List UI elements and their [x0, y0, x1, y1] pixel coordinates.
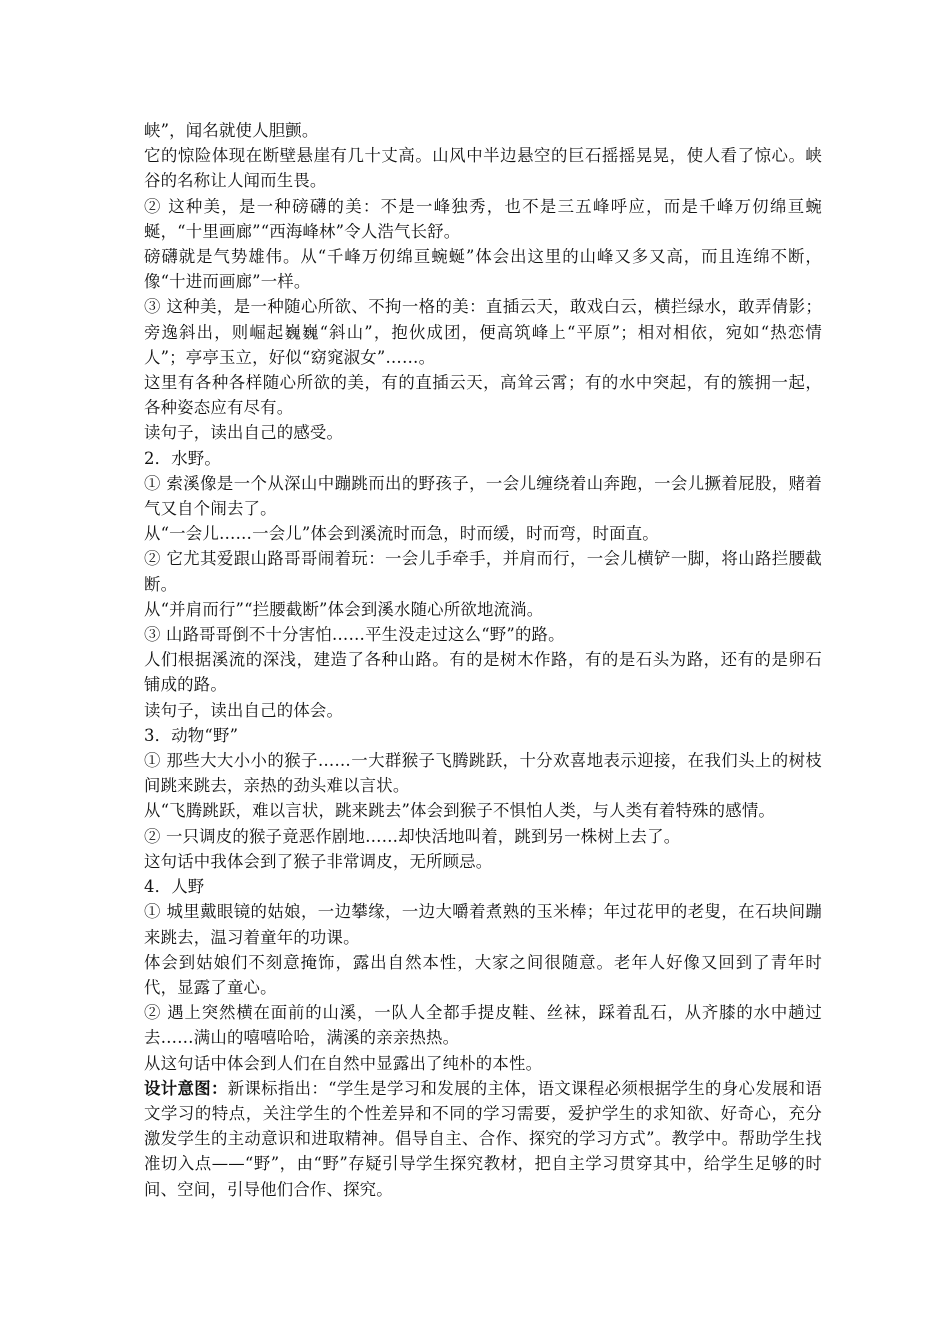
paragraph — [144, 698, 822, 723]
paragraph-text: 3．动物“野” — [144, 725, 239, 745]
paragraph-text: ① 索溪像是一个从深山中蹦跳而出的野孩子，一会儿缠绕着山奔跑，一会儿撅着屁股，赌着气又自个闹去了。 — [144, 473, 822, 519]
paragraph — [144, 798, 822, 823]
section-heading — [144, 874, 822, 899]
paragraph — [144, 546, 822, 596]
paragraph-text: 2．水野。 — [144, 448, 221, 468]
paragraph-text: ② 一只调皮的猴子竟恶作剧地……却快活地叫着，跳到另一株树上去了。 — [144, 826, 681, 846]
paragraph-text: 读句子，读出自己的体会。 — [144, 700, 344, 720]
paragraph — [144, 647, 822, 697]
paragraph — [144, 748, 822, 798]
paragraph-text: 峡”，闻名就使人胆颤。 — [144, 121, 319, 140]
paragraph-text: 从“并肩而行”“拦腰截断”体会到溪水随心所欲地流淌。 — [144, 599, 544, 619]
document-body — [144, 118, 822, 1202]
paragraph-text: 从“飞腾跳跃，难以言状，跳来跳去”体会到猴子不惧怕人类，与人类有着特殊的感情。 — [144, 801, 776, 821]
paragraph — [144, 824, 822, 849]
paragraph — [144, 597, 822, 622]
paragraph-text: 人们根据溪流的深浅，建造了各种山路。有的是树木作路，有的是石头为路，还有的是卵石铺成的路。 — [144, 650, 822, 695]
paragraph — [144, 471, 822, 521]
paragraph — [144, 1051, 822, 1076]
paragraph-text: 从这句话中体会到人们在自然中显露出了纯朴的本性。 — [144, 1053, 543, 1073]
design-intent-paragraph — [144, 1076, 822, 1202]
paragraph — [144, 244, 822, 294]
paragraph — [144, 370, 822, 420]
paragraph — [144, 294, 822, 370]
paragraph-text: ② 它尤其爱跟山路哥哥闹着玩：一会儿手牵手，并肩而行，一会儿横铲一脚，将山路拦腰截断。 — [144, 549, 822, 594]
paragraph — [144, 143, 822, 193]
paragraph-text: 从“一会儿……一会儿”体会到溪流时而急，时而缓，时而弯，时面直。 — [144, 524, 659, 544]
section-heading — [144, 446, 822, 471]
paragraph-text: 这里有各种各样随心所欲的美，有的直插云天，高耸云霄；有的水中突起，有的簇拥一起，各种姿态应有尽有。 — [144, 373, 822, 418]
paragraph-text: 新课标指出：“学生是学习和发展的主体，语文课程必须根据学生的身心发展和语文学习的特点，关注学生的个性差异和不同的学习需要，爱护学生的求知欲、好奇心，充分激发学生的主动意识和进取精神。倡导自主、合作、探究的学习方式”。教学中。帮助学生找准切入点——“野”，由“野”存疑引导学生探究教材，把自主学习贯穿其中，给学生足够的时间、空间，引导他们合作、探究。 — [144, 1078, 823, 1199]
paragraph-text: 4．人野 — [144, 877, 205, 897]
paragraph-text: 磅礴就是气势雄伟。从“千峰万仞绵亘蜿蜒”体会出这里的山峰又多又高，而且连绵不断，像“十进而画廊”一样。 — [144, 247, 822, 292]
paragraph — [144, 849, 822, 874]
paragraph — [144, 420, 822, 445]
paragraph — [144, 194, 822, 244]
section-heading — [144, 723, 822, 748]
paragraph-text: ② 这种美，是一种磅礴的美：不是一峰独秀，也不是三五峰呼应，而是千峰万仞绵亘蜿蜒，“十里画廊”“西海峰林”令人浩气长舒。 — [144, 196, 822, 241]
paragraph-text: 读句子，读出自己的感受。 — [144, 423, 344, 443]
design-intent-label: 设计意图： — [144, 1078, 228, 1098]
paragraph-text: 体会到姑娘们不刻意掩饰，露出自然本性，大家之间很随意。老年人好像又回到了青年时代，显露了童心。 — [144, 952, 822, 997]
paragraph-text: ③ 山路哥哥倒不十分害怕……平生没走过这么“野”的路。 — [144, 625, 565, 645]
paragraph-text: ① 城里戴眼镜的姑娘，一边攀缘，一边大嚼着煮熟的玉米棒；年过花甲的老叟，在石块间蹦来跳去，温习着童年的功课。 — [144, 902, 822, 947]
paragraph — [144, 622, 822, 647]
paragraph-text: ③ 这种美，是一种随心所欲、不拘一格的美：直插云天，敢戏白云，横拦绿水，敢弄倩影；旁逸斜出，则崛起巍巍“斜山”，抱伙成团，便高筑峰上“平原”；相对相依，宛如“热恋情人”；亭亭玉立，好似“窈窕淑女”……。 — [144, 297, 822, 367]
paragraph — [144, 950, 822, 1000]
paragraph — [144, 899, 822, 949]
paragraph-text: 这句话中我体会到了猴子非常调皮，无所顾忌。 — [144, 851, 493, 871]
paragraph — [144, 118, 822, 143]
paragraph — [144, 521, 822, 546]
paragraph — [144, 1000, 822, 1050]
paragraph-text: 它的惊险体现在断壁悬崖有几十丈高。山风中半边悬空的巨石摇摇晃晃，使人看了惊心。峡谷的名称让人闻而生畏。 — [144, 146, 822, 191]
paragraph-text: ① 那些大大小小的猴子……一大群猴子飞腾跳跃，十分欢喜地表示迎接，在我们头上的树枝间跳来跳去，亲热的劲头难以言状。 — [144, 751, 822, 796]
paragraph-text: ② 遇上突然横在面前的山溪，一队人全都手提皮鞋、丝袜，踩着乱石，从齐膝的水中趟过去……满山的嘻嘻哈哈，满溪的亲亲热热。 — [144, 1003, 822, 1048]
